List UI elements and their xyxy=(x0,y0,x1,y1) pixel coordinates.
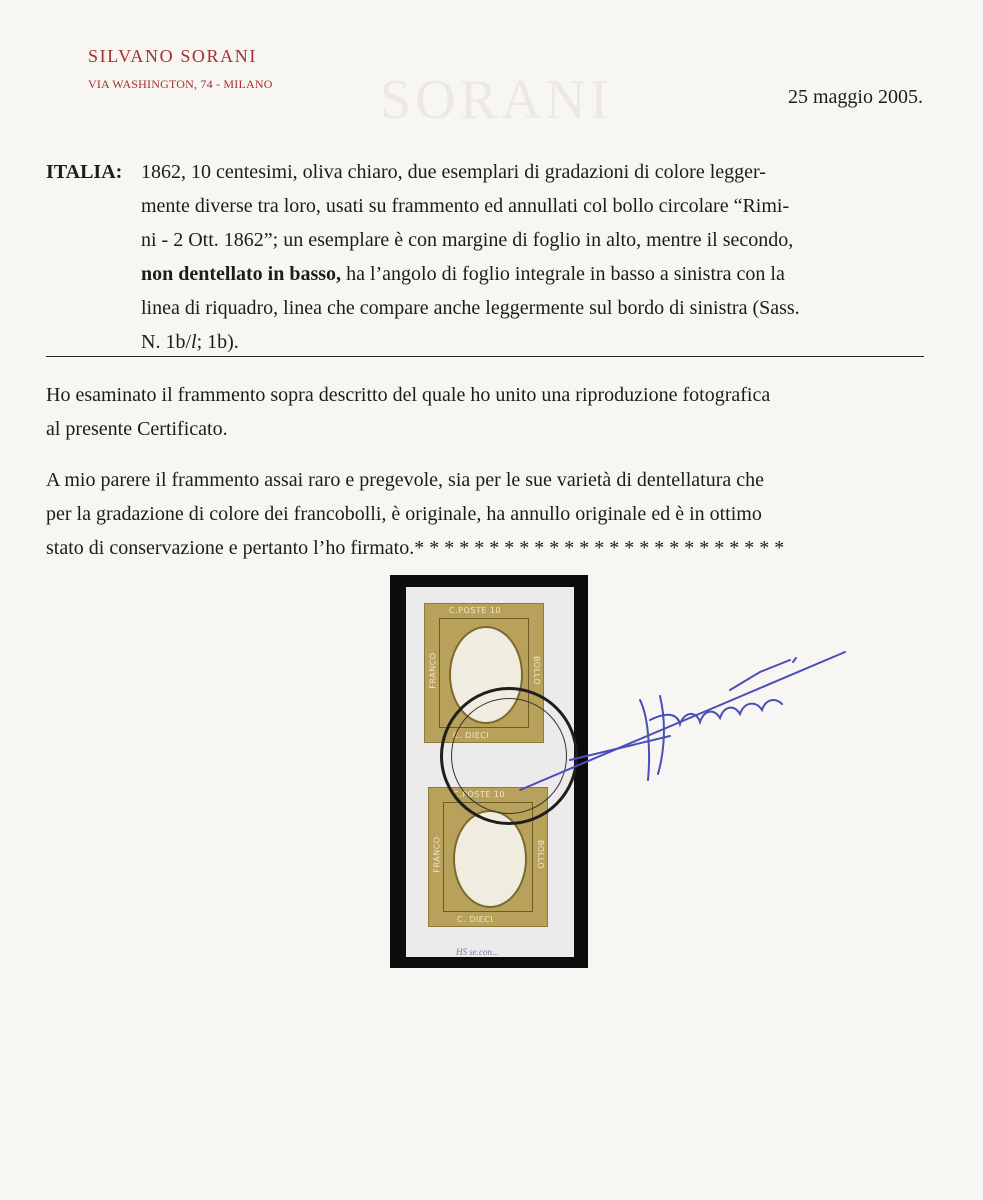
description-bold: non dentellato in basso, xyxy=(141,263,342,285)
description-line: linea di riquadro, linea che compare anche leggermente sul bordo di sinistra (Sass. xyxy=(141,297,800,319)
expert-address: VIA WASHINGTON, 74 - MILANO xyxy=(88,77,273,91)
pencil-note: HS se.con... xyxy=(456,947,499,957)
country-label: ITALIA: xyxy=(46,161,123,183)
watermark: SORANI xyxy=(380,69,613,131)
opinion-paragraph: A mio parere il frammento assai raro e pregevole, sia per le sue varietà di dentellatura che per la gradazione di colore dei francobolli, è originale, ha annullo originale ed è in ottimo stato di conservazione e pertanto l’ho firmato.* * * * * * * * * * * * * * * * * * * * * * * * * xyxy=(46,469,785,559)
stamp-description xyxy=(46,155,924,359)
stamp-upper: C.POSTE 10 C. DIECI FRANCO BOLLO xyxy=(424,603,544,743)
examination-paragraph: Ho esaminato il frammento sopra descritto del quale ho unito una riproduzione fotografica al presente Certificato. xyxy=(46,384,771,440)
divider-line xyxy=(46,356,924,357)
description-line: ITALIA: 1862, 10 centesimi, oliva chiaro, due esemplari di gradazioni di colore legger- xyxy=(46,155,924,189)
king-portrait xyxy=(453,810,527,908)
expert-signature xyxy=(500,640,850,800)
stamp-lower: C.POSTE 10 C. DIECI FRANCO BOLLO xyxy=(428,787,548,927)
description-line: ni - 2 Ott. 1862”; un esemplare è con margine di foglio in alto, mentre il secondo, xyxy=(141,229,794,251)
certificate-date: 25 maggio 2005. xyxy=(788,86,923,108)
description-line: N. 1b/l; 1b). xyxy=(141,331,239,353)
description-line: non dentellato in basso, ha l’angolo di foglio integrale in basso a sinistra con la xyxy=(141,263,785,285)
description-line: mente diverse tra loro, usati su frammento ed annullati col bollo circolare “Rimi- xyxy=(141,195,790,217)
expert-name: SILVANO SORANI xyxy=(88,46,257,66)
